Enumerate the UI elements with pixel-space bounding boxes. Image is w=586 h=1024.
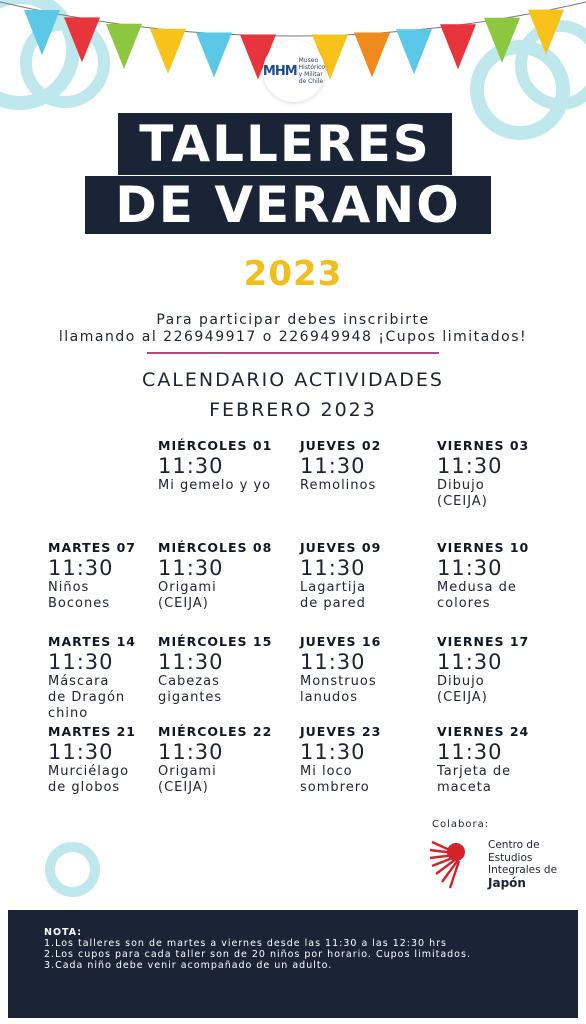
museum-logo xyxy=(263,40,325,102)
cloud-decoration-bottom-left xyxy=(45,842,100,897)
session-time: 11:30 xyxy=(437,650,503,674)
collaborator-name: Centro de Estudios Integrales de Japón xyxy=(488,839,558,890)
session-cell xyxy=(158,634,293,706)
nota-title: NOTA: xyxy=(44,927,83,938)
bunting-flag xyxy=(528,10,564,55)
session-time: 11:30 xyxy=(300,650,366,674)
bunting-flag xyxy=(150,29,186,74)
session-activity: de pared xyxy=(300,596,366,611)
session-cell xyxy=(437,540,572,612)
bunting-flag xyxy=(396,29,432,74)
museum-logo-mark: MHM xyxy=(262,63,297,79)
session-activity: Dibujo xyxy=(437,478,485,493)
session-day: MIÉRCOLES 15 xyxy=(158,634,273,649)
title-line-2: DE VERANO xyxy=(85,176,491,234)
session-day: MIÉRCOLES 08 xyxy=(158,540,273,555)
session-activity: (CEIJA) xyxy=(158,596,209,611)
nota-box xyxy=(8,910,578,1018)
session-time: 11:30 xyxy=(158,556,224,580)
session-cell xyxy=(437,724,572,796)
session-activity: Cabezas xyxy=(158,674,220,689)
session-day: MARTES 21 xyxy=(48,724,136,739)
session-time: 11:30 xyxy=(158,650,224,674)
bunting-flag xyxy=(196,33,232,78)
session-time: 11:30 xyxy=(300,454,366,478)
bunting-flag xyxy=(440,24,476,69)
session-cell xyxy=(300,438,435,494)
session-activity: Dibujo xyxy=(437,674,485,689)
session-activity: colores xyxy=(437,596,491,611)
session-time: 11:30 xyxy=(300,740,366,764)
museum-logo-text: Museo Histórico y Militar de Chile xyxy=(298,57,326,85)
session-activity: Mi loco xyxy=(300,764,353,779)
nota-item-2: 2.Los cupos para cada taller son de 20 niños por horario. Cupos limitados. xyxy=(44,949,471,960)
session-cell xyxy=(300,540,435,612)
session-cell xyxy=(300,724,435,796)
session-day: JUEVES 23 xyxy=(300,724,382,739)
session-time: 11:30 xyxy=(48,556,114,580)
session-day: VIERNES 03 xyxy=(437,438,530,453)
session-cell xyxy=(437,634,572,706)
session-activity: Niños xyxy=(48,580,90,595)
session-activity: Murciélago xyxy=(48,764,130,779)
bunting-flag xyxy=(24,10,60,55)
session-activity: gigantes xyxy=(158,690,223,705)
session-cell xyxy=(437,438,572,510)
session-cell xyxy=(158,438,293,494)
nota-item-3: 3.Cada niño debe venir acompañado de un adulto. xyxy=(44,960,333,971)
calendar-title: CALENDARIO ACTIVIDADES xyxy=(142,369,444,391)
divider-line xyxy=(147,352,439,354)
session-activity: Medusa de xyxy=(437,580,517,595)
session-time: 11:30 xyxy=(437,454,503,478)
session-activity: Origami xyxy=(158,580,217,595)
session-time: 11:30 xyxy=(48,740,114,764)
session-time: 11:30 xyxy=(300,556,366,580)
session-day: VIERNES 24 xyxy=(437,724,530,739)
session-activity: Mi gemelo y yo xyxy=(158,478,272,493)
intro-line-2: llamando al 226949917 o 226949948 ¡Cupos limitados! xyxy=(58,329,528,345)
session-activity: (CEIJA) xyxy=(437,494,488,509)
session-activity: maceta xyxy=(437,780,492,795)
session-cell xyxy=(158,540,293,612)
cejj-logo-icon xyxy=(428,834,468,890)
session-cell xyxy=(300,634,435,706)
session-activity: Máscara xyxy=(48,674,110,689)
session-day: JUEVES 09 xyxy=(300,540,382,555)
session-activity: Bocones xyxy=(48,596,110,611)
session-activity: (CEIJA) xyxy=(437,690,488,705)
session-day: MIÉRCOLES 22 xyxy=(158,724,273,739)
session-cell xyxy=(158,724,293,796)
bunting-flag xyxy=(106,24,142,69)
title-line-1: TALLERES xyxy=(118,113,452,175)
bunting-flag xyxy=(64,17,100,62)
session-day: MARTES 07 xyxy=(48,540,136,555)
session-time: 11:30 xyxy=(48,650,114,674)
session-day: VIERNES 10 xyxy=(437,540,530,555)
intro-line-1: Para participar debes inscribirte xyxy=(156,312,430,328)
collaborator-label: Colabora: xyxy=(432,819,490,830)
session-activity: Remolinos xyxy=(300,478,377,493)
year-heading: 2023 xyxy=(243,254,343,294)
bunting-flag xyxy=(354,33,390,78)
session-activity: sombrero xyxy=(300,780,370,795)
session-activity: chino xyxy=(48,706,89,721)
bunting-flag xyxy=(484,18,520,63)
session-time: 11:30 xyxy=(437,556,503,580)
session-day: JUEVES 16 xyxy=(300,634,382,649)
session-time: 11:30 xyxy=(158,740,224,764)
session-activity: lanudos xyxy=(300,690,359,705)
session-activity: (CEIJA) xyxy=(158,780,209,795)
session-activity: Origami xyxy=(158,764,217,779)
calendar-subtitle: FEBRERO 2023 xyxy=(209,399,377,421)
session-day: JUEVES 02 xyxy=(300,438,382,453)
session-activity: de globos xyxy=(48,780,121,795)
session-activity: Monstruos xyxy=(300,674,377,689)
session-day: MIÉRCOLES 01 xyxy=(158,438,273,453)
session-time: 11:30 xyxy=(437,740,503,764)
session-day: MARTES 14 xyxy=(48,634,136,649)
session-activity: de Dragón xyxy=(48,690,126,705)
session-activity: Lagartija xyxy=(300,580,367,595)
session-time: 11:30 xyxy=(158,454,224,478)
nota-item-1: 1.Los talleres son de martes a viernes desde las 11:30 a las 12:30 hrs xyxy=(44,938,447,949)
session-activity: Tarjeta de xyxy=(437,764,512,779)
session-day: VIERNES 17 xyxy=(437,634,530,649)
